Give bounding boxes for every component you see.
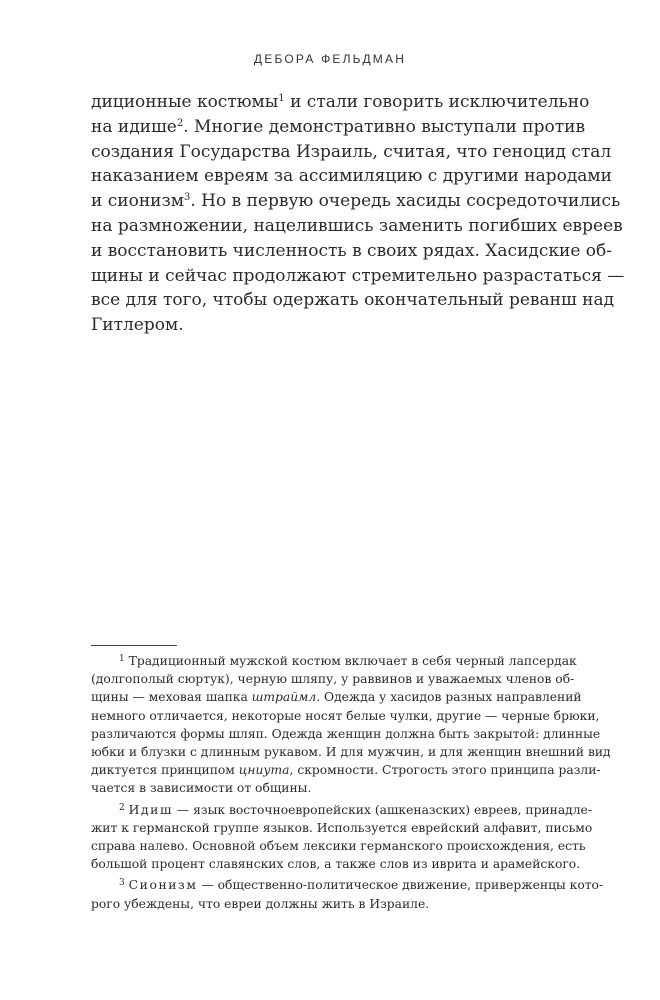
footnote-2: $^2$ Идиш — язык восточноевропейских (ашкеназских) евреев, принадле- жит к германской группе языков. Используется еврейский алфавит, письмо справа налево. Основной объем лексики германского происхождения, есть большой процент славянских слов, а также слов из иврита и арамейского.	[91, 802, 593, 872]
body-line: и восстановить численность в своих рядах. Хасидские об-	[91, 240, 613, 261]
body-line: и сионизм$^3$. Но в первую очередь хасиды сосредоточились	[91, 191, 621, 212]
body-line: наказанием евреям за ассимиляцию с другими народами	[91, 166, 612, 187]
footnote-ref[interactable]: 3	[183, 192, 191, 204]
term-italic: штраймл	[251, 690, 317, 705]
body-line: на идише$^2$. Многие демонстративно выступали против	[91, 116, 586, 137]
body-line: щины и сейчас продолжают стремительно разрастаться —	[91, 265, 625, 286]
footnote-mark: 1	[119, 654, 125, 664]
footnote-mark: 2	[119, 802, 125, 813]
footnote-3: $^3$ Сионизм — общественно-политическое движение, приверженцы кото- рого убеждены, что евреи должны жить в Израиле.	[91, 878, 604, 911]
body-line: создания Государства Израиль, считая, что геноцид стал	[91, 141, 612, 162]
running-head: ДЕБОРА ФЕЛЬДМАН	[253, 52, 407, 66]
footnote-ref[interactable]: 2	[176, 117, 184, 129]
term-italic: цниута	[238, 763, 290, 778]
footnote-ref[interactable]: 1	[278, 93, 285, 104]
footnote-1: $^1$ Традиционный мужской костюм включает в себя черный лапсердак (долгополый сюртук), черную шляпу, у раввинов и уважаемых членов об- щины — меховая шапка штраймл. Одежда у хасидов разных направлений немного отличается, некоторые носят белые чулки, другие — черные брюки, различаются формы шляп. Одежда женщин должна быть закрытой: длинные юбки и блузки с длинным рукавом. И для мужчин, и для женщин внешний вид диктуется принципом цниута, скромности. Строгость этого принципа разли- чается в зависимости от общины.	[91, 654, 611, 796]
body-line: Гитлером.	[91, 315, 184, 336]
body-line: все для того, чтобы одержать окончательный реванш над	[91, 290, 615, 311]
body-line: на размножении, нацелившись заменить погибших евреев	[91, 215, 623, 236]
footnote-mark: 3	[119, 878, 125, 889]
footnote-term: Идиш	[128, 802, 173, 817]
body-line: диционные костюмы$^1$ и стали говорить исключительно	[91, 92, 590, 112]
body-paragraph	[91, 90, 625, 338]
footnote-term: Сионизм	[128, 878, 198, 893]
footnotes	[91, 652, 611, 913]
footnote-divider	[91, 645, 177, 646]
